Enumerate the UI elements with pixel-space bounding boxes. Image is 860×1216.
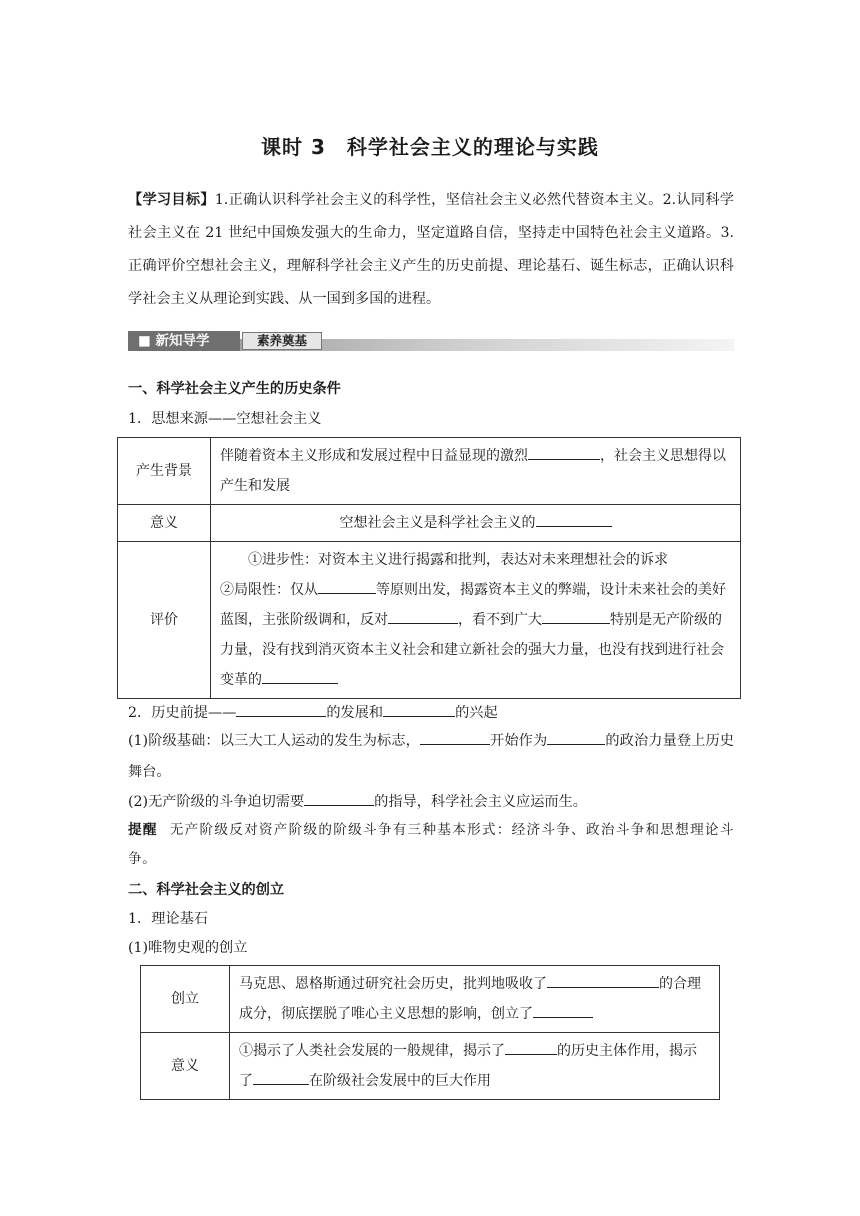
- table-row: [118, 542, 741, 699]
- fill-blank[interactable]: [253, 1068, 309, 1085]
- table-cell: 空想社会主义是科学社会主义的: [211, 505, 741, 542]
- fill-blank[interactable]: [236, 700, 326, 717]
- section-banner: [128, 331, 734, 353]
- table-cell: 马克思、恩格斯通过研究社会历史，批判地吸收了 的合理成分，彻底摆脱了唯心主义思想的影响，创立了: [230, 966, 720, 1033]
- tip-box: [128, 816, 734, 874]
- section2-sub1: 1．理论基石: [128, 911, 208, 927]
- fill-blank[interactable]: [318, 577, 376, 594]
- table-cell-head: 评价: [118, 542, 211, 699]
- banner-new-knowledge: ■ 新知导学: [128, 331, 240, 351]
- banner-foundation: 素养奠基: [242, 332, 322, 350]
- fill-blank[interactable]: [383, 700, 455, 717]
- table-cell-head: 产生背景: [118, 438, 211, 505]
- table-cell-head: 创立: [141, 966, 230, 1033]
- table-row: [141, 1033, 720, 1100]
- section1-heading: 一、科学社会主义产生的历史条件: [128, 381, 341, 397]
- fill-blank[interactable]: [542, 607, 610, 624]
- section1-sub1: 1．思想来源——空想社会主义: [128, 411, 322, 427]
- table-cell: ①进步性：对资本主义进行揭露和批判，表达对未来理想社会的诉求 ②局限性：仅从 等原则出发，揭露资本主义的弊端，设计未来社会的美好蓝图，主张阶级调和，反对 ，看不到广大 特别是无产阶级的力量，没有找到消灭资本主义社会和建立新社会的强大力量，也没有找到进行社会变革的: [211, 542, 741, 699]
- fill-blank[interactable]: [547, 971, 659, 988]
- fill-blank[interactable]: [547, 728, 605, 745]
- table-cell: ①揭示了人类社会发展的一般规律，揭示了 的历史主体作用，揭示了 在阶级社会发展中的巨大作用: [230, 1033, 720, 1100]
- fill-blank[interactable]: [262, 667, 338, 684]
- fill-blank[interactable]: [388, 607, 458, 624]
- section2-sub1a: (1)唯物史观的创立: [128, 940, 248, 956]
- fill-blank[interactable]: [420, 728, 490, 745]
- section2-heading: 二、科学社会主义的创立: [128, 882, 285, 898]
- goals-label: 【学习目标】: [128, 192, 215, 208]
- table-cell-head: 意义: [118, 505, 211, 542]
- section1-sub2: 2．历史前提—— 的发展和 的兴起: [128, 699, 734, 727]
- fill-blank[interactable]: [304, 789, 374, 806]
- table-row: [141, 966, 720, 1033]
- paragraph-class-basis: (1)阶级基础：以三大工人运动的发生为标志， 开始作为 的政治力量登上历史舞台。: [128, 726, 734, 788]
- fill-blank[interactable]: [536, 510, 612, 527]
- table-cell-head: 意义: [141, 1033, 230, 1100]
- goals-text: 1.正确认识科学社会主义的科学性，坚信社会主义必然代替资本主义。2.认同科学社会主义在 21 世纪中国焕发强大的生命力，坚定道路自信，坚持走中国特色社会主义道路。3.正确评价空想社会主义，理解科学社会主义产生的历史前提、理论基石、诞生标志，正确认识科学社会主义从理论到实践、从一国到多国的进程。: [128, 192, 734, 307]
- page-title: 课时 3 科学社会主义的理论与实践: [261, 135, 599, 159]
- learning-goals: [128, 184, 734, 316]
- table-utopian-socialism: [117, 437, 741, 699]
- tip-text: 无产阶级反对资产阶级的阶级斗争有三种基本形式：经济斗争、政治斗争和思想理论斗争。: [128, 822, 734, 867]
- table-historical-materialism: [140, 965, 720, 1100]
- table-row: [118, 505, 741, 542]
- table-row: [118, 438, 741, 505]
- fill-blank[interactable]: [528, 443, 600, 460]
- fill-blank[interactable]: [505, 1038, 557, 1055]
- table-cell: 伴随着资本主义形成和发展过程中日益显现的激烈 ，社会主义思想得以产生和发展: [211, 438, 741, 505]
- fill-blank[interactable]: [533, 1001, 593, 1018]
- tip-label: 提醒: [128, 822, 158, 838]
- paragraph-proletariat-need: (2)无产阶级的斗争迫切需要 的指导，科学社会主义应运而生。: [128, 788, 734, 816]
